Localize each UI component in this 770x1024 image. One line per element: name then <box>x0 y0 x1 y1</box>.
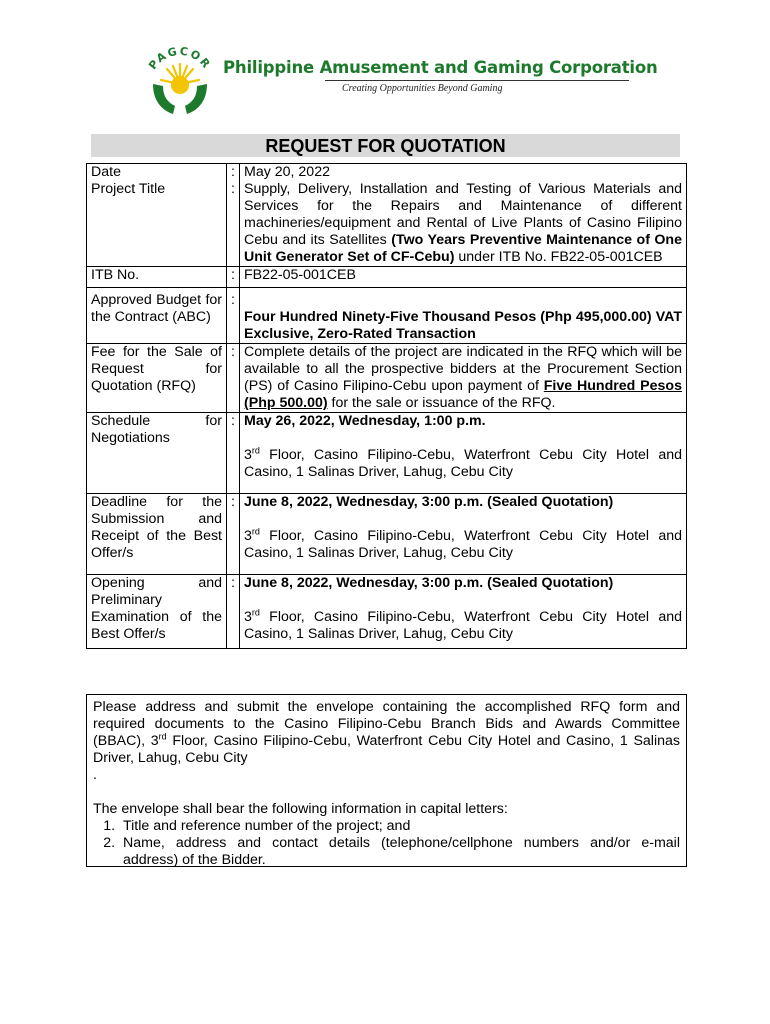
row-date <box>87 164 687 182</box>
rfq-fee-text: Complete details of the project are indicated in the RFQ which will be available to all the prospective bidders at the Procurement Section (PS) of Casino Filipino-Cebu upon payment of <box>244 344 682 394</box>
row-itb-number <box>87 267 687 288</box>
value-rfq-fee <box>240 344 687 413</box>
svg-text:PAGCOR: PAGCOR <box>146 44 214 72</box>
submission-instructions <box>86 694 687 867</box>
value-date: May 20, 2022 <box>240 164 687 182</box>
envelope-info-list <box>93 818 680 869</box>
project-title-text: Supply, Delivery, Installation and Testing of Various Materials and Services for the Repairs and Maintenance of different machineries/equipment and Rental of Live Plants of Casino Filipino Cebu and its Satellites <box>244 181 682 248</box>
value-opening-examination <box>240 575 687 649</box>
row-submission-deadline <box>87 494 687 575</box>
label-project-title: Project Title <box>87 181 227 267</box>
rfq-fee-tail: for the sale or issuance of the RFQ. <box>331 395 556 411</box>
approved-budget-amount: Four Hundred Ninety-Five Thousand Pesos (Php 495,000.00) VAT Exclusive, Zero-Rated Transaction <box>244 309 682 342</box>
value-schedule-negotiations <box>240 413 687 494</box>
pagcor-logo <box>139 40 221 118</box>
colon: : <box>227 288 240 344</box>
row-rfq-fee <box>87 344 687 413</box>
row-approved-budget <box>87 288 687 344</box>
colon: : <box>227 494 240 575</box>
value-itb-number: FB22-05-001CEB <box>240 267 687 288</box>
value-submission-deadline <box>240 494 687 575</box>
rfq-fee-amount: Five Hundred Pesos (Php 500.00) <box>244 378 682 411</box>
colon: : <box>227 575 240 649</box>
colon: : <box>227 413 240 494</box>
deadline-datetime: June 8, 2022, Wednesday, 3:00 p.m. (Sealed Quotation) <box>244 494 614 510</box>
opening-datetime: June 8, 2022, Wednesday, 3:00 p.m. (Sealed Quotation) <box>244 575 614 591</box>
colon: : <box>227 164 240 182</box>
list-item: 1. Title and reference number of the project; and <box>119 818 680 835</box>
envelope-info-intro: The envelope shall bear the following information in capital letters: <box>93 801 508 817</box>
project-title-bold: (Two Years Preventive Maintenance of One Unit Generator Set of CF-Cebu) <box>244 232 682 265</box>
organization-name: Philippine Amusement and Gaming Corporation <box>223 58 658 77</box>
label-schedule-negotiations: Schedule for Negotiations <box>87 413 227 494</box>
rfq-details-table <box>86 163 687 649</box>
schedule-venue: 3rd Floor, Casino Filipino-Cebu, Waterfront Cebu City Hotel and Casino, 1 Salinas Driver, Lahug, Cebu City <box>244 445 682 480</box>
value-project-title <box>240 181 687 267</box>
colon: : <box>227 181 240 267</box>
colon: : <box>227 344 240 413</box>
organization-tagline: Creating Opportunities Beyond Gaming <box>342 83 503 94</box>
document-title-bar <box>91 134 680 157</box>
deadline-venue: 3rd Floor, Casino Filipino-Cebu, Waterfront Cebu City Hotel and Casino, 1 Salinas Driver, Lahug, Cebu City <box>244 526 682 561</box>
row-opening-examination <box>87 575 687 649</box>
label-opening-examination: Opening and Preliminary Examination of the Best Offer/s <box>87 575 227 649</box>
value-approved-budget <box>240 288 687 344</box>
project-title-tail: under ITB No. FB22-05-001CEB <box>458 249 663 265</box>
row-project-title <box>87 181 687 267</box>
instructions-dot: . <box>93 767 97 783</box>
label-approved-budget <box>87 288 227 344</box>
row-schedule-negotiations <box>87 413 687 494</box>
approved-budget-label-text: Approved Budget for the Contract (ABC) <box>91 292 222 325</box>
header-divider <box>325 80 629 81</box>
label-submission-deadline: Deadline for the Submission and Receipt of the Best Offer/s <box>87 494 227 575</box>
label-date: Date <box>87 164 227 182</box>
instructions-paragraph: Please address and submit the envelope containing the accomplished RFQ form and required documents to the Casino Filipino-Cebu Branch Bids and Awards Committee (BBAC), 3rd Floor, Casino Filipino-Cebu, Waterfront Cebu City Hotel and Casino, 1 Salinas Driver, Lahug, Cebu City <box>93 699 680 766</box>
schedule-datetime: May 26, 2022, Wednesday, 1:00 p.m. <box>244 413 486 429</box>
list-item: 2. Name, address and contact details (telephone/cellphone numbers and/or e-mail address) of the Bidder. <box>119 835 680 869</box>
colon: : <box>227 267 240 288</box>
label-itb-number: ITB No. <box>87 267 227 288</box>
label-rfq-fee: Fee for the Sale of Request for Quotation (RFQ) <box>87 344 227 413</box>
document-title: REQUEST FOR QUOTATION <box>265 136 506 156</box>
opening-venue: 3rd Floor, Casino Filipino-Cebu, Waterfront Cebu City Hotel and Casino, 1 Salinas Driver, Lahug, Cebu City <box>244 607 682 642</box>
